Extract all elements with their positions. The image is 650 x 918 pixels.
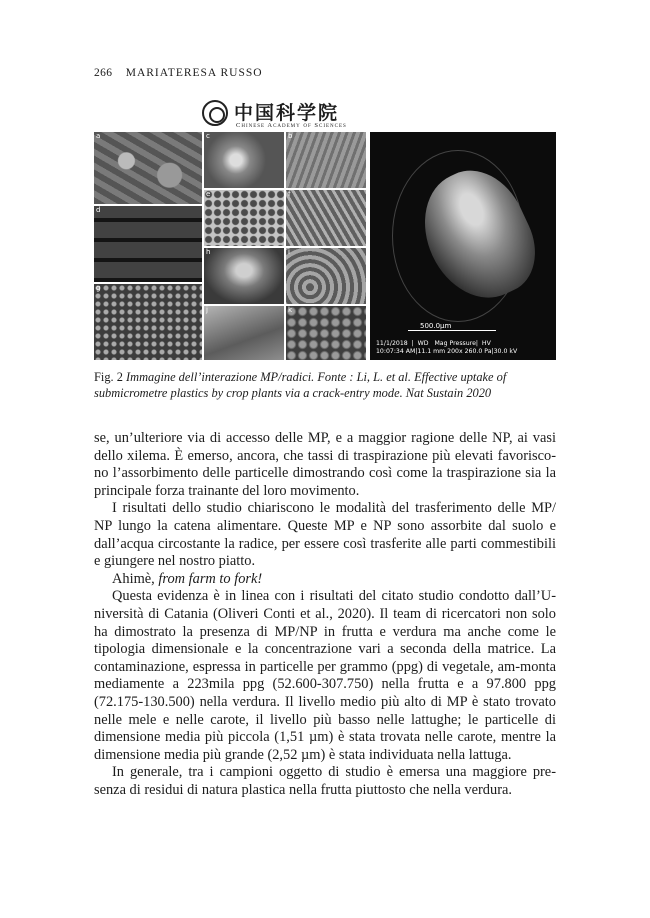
panel-label: j — [206, 306, 208, 314]
panel-label: i — [288, 248, 290, 256]
panel-label: c — [206, 132, 210, 140]
caption-prefix: Fig. 2 — [94, 370, 127, 384]
panel-label: h — [206, 248, 211, 256]
micrograph-panel — [286, 190, 366, 246]
micrograph-panel — [94, 132, 202, 204]
cas-seal-icon — [202, 100, 228, 126]
micrograph-panel — [204, 190, 284, 246]
micrograph-panel — [94, 284, 202, 360]
cas-logo — [202, 98, 442, 132]
paragraph: In generale, tra i campioni oggetto di studio è emersa una maggiore pre-senza di residui di natura plastica nella frutta piuttosto che nella verdura. — [94, 764, 556, 798]
logo-chinese-text: 中国科学院 — [234, 102, 340, 124]
paragraph: Questa evidenza è in linea con i risultati del citato studio condotto dall’U-niversità di Catania (Oliveri Conti et al., 2020). Il team di ricercatori non solo ha dimostrato la presenza di MP/NP in frutta e verdura ma anche come le tipologia dimensionale e la concentrazione vari a seconda della matrice. La contaminazione, espressa in particelle per grammo (ppg) di vegetale, am-monta mediamente a 223mila ppg (52.600-307.750) nella frutta e a 97.800 ppg (72.175-130.500) nella verdura. Il livello medio più alto di MP è stato trovato nelle mele e nelle carote, il livello più basso nelle lattughe; le particelle di dimensione media più piccola (1,51 µm) è stata trovata nelle carote, mentre la dimensione media più grande (2,52 µm) è stata individuata nella lattuga. — [94, 588, 556, 763]
sem-meta-line: 10:07:34 AM|11.1 mm 200x 260.0 Pa|30.0 kV — [376, 348, 518, 355]
italic-phrase: from farm to fork! — [158, 570, 263, 587]
paragraph-text: Ahimè, — [112, 570, 159, 587]
caption-text: Immagine dell’interazione MP/radici. Fonte : Li, L. et al. Effective uptake of submicrometre plastics by crop plants via a crack-entry mode. Nat Sustain 2020 — [94, 370, 507, 400]
panel-label: g — [96, 284, 101, 292]
running-header — [94, 67, 263, 79]
panel-label: a — [96, 132, 101, 140]
micrograph-panel — [286, 306, 366, 360]
micrograph-panel — [286, 248, 366, 304]
panel-label: e — [206, 190, 211, 198]
micrograph-grid — [94, 132, 366, 360]
paragraph — [94, 571, 556, 589]
sem-metadata — [376, 340, 517, 356]
logo-english-text: Chinese Academy of Sciences — [236, 122, 347, 129]
sem-image — [370, 132, 556, 360]
micrograph-panel — [204, 248, 284, 304]
paragraph: I risultati dello studio chiariscono le modalità del trasferimento delle MP/ NP lungo la catena alimentare. Queste MP e NP sono assorbite dal suolo e dall’acqua circostante la radice, per essere così trasferite alle parti commestibili e giungere nel nostro piatto. — [94, 500, 556, 570]
sem-scale-bar — [408, 330, 496, 331]
panel-label: k — [288, 306, 293, 314]
figure-caption — [94, 369, 556, 401]
micrograph-panel — [204, 306, 284, 360]
panel-label: d — [96, 206, 101, 214]
page-number: 266 — [94, 67, 113, 79]
figure — [94, 98, 556, 360]
sem-scale-label: 500.0µm — [420, 322, 452, 330]
running-author: MARIATERESA RUSSO — [125, 67, 263, 79]
sem-meta-line: 11/1/2018 | WD Mag Pressure| HV — [376, 340, 491, 347]
micrograph-panel — [286, 132, 366, 188]
paragraph: se, un’ulteriore via di accesso delle MP, e a maggior ragione delle NP, ai vasi dello xilema. È emerso, ancora, che tassi di traspirazione più elevati favorisco-no l’assorbimento delle particelle dimostrando così come la traspirazione sia la principale forza trainante del loro movimento. — [94, 430, 556, 499]
micrograph-panel — [94, 206, 202, 282]
panel-label: b — [288, 132, 293, 140]
body-text — [94, 430, 556, 799]
micrograph-panel — [204, 132, 284, 188]
panel-label: f — [288, 190, 291, 198]
